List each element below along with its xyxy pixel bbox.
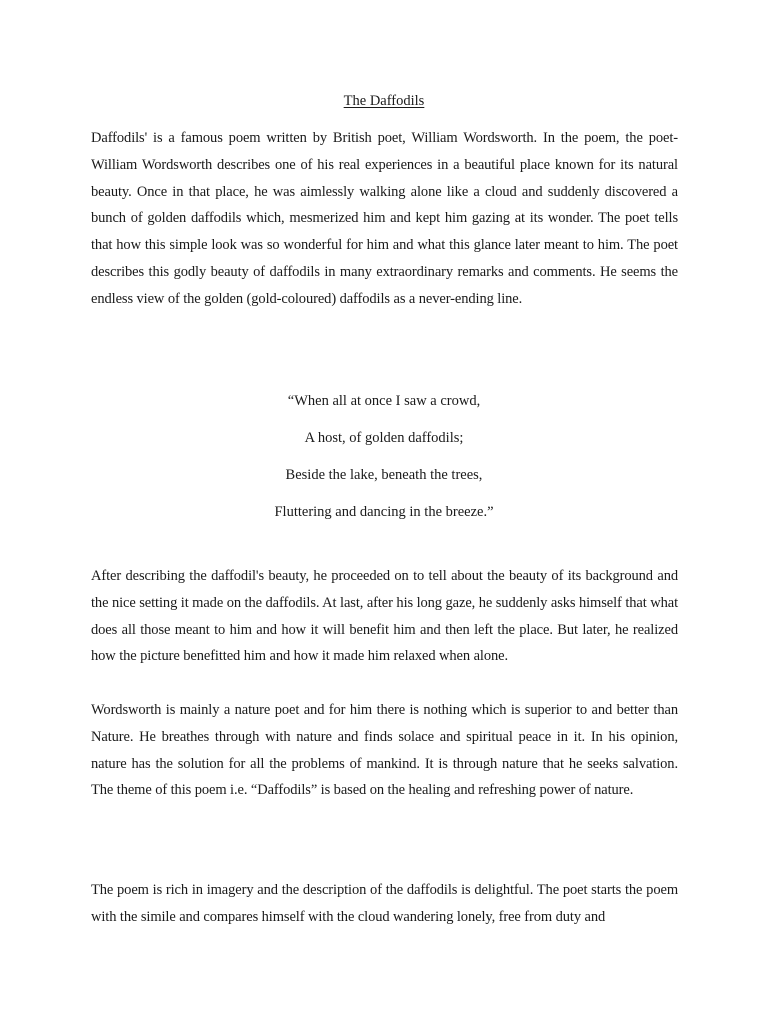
- poem-line: A host, of golden daffodils;: [304, 430, 464, 446]
- poem-line: “When all at once I saw a crowd,: [287, 393, 481, 409]
- poem-line: Fluttering and dancing in the breeze.”: [274, 504, 494, 520]
- paragraph-imagery: The poem is rich in imagery and the description of the daffodils is delightful. The poet starts the poem with the simile and compares himself with the cloud wandering lonely, free from duty and: [91, 882, 678, 925]
- document-title: The Daffodils: [343, 93, 425, 109]
- poem-line: Beside the lake, beneath the trees,: [285, 467, 483, 483]
- paragraph-nature-poet: Wordsworth is mainly a nature poet and for him there is nothing which is superior to and better than Nature. He breathes through with nature and finds solace and spiritual peace in it. In his opinion, nature has the solution for all the problems of mankind. It is through nature that he seeks salvation. The theme of this poem i.e. “Daffodils” is based on the healing and refreshing power of nature.: [91, 702, 678, 799]
- paragraph-background: After describing the daffodil's beauty, he proceeded on to tell about the beauty of its background and the nice setting it made on the daffodils. At last, after his long gaze, he suddenly asks himself that what does all those meant to him and how it will benefit him and then left the place. But later, he realized how the picture benefitted him and how it made him relaxed when alone.: [91, 568, 678, 665]
- paragraph-intro: Daffodils' is a famous poem written by British poet, William Wordsworth. In the poem, the poet- William Wordsworth describes one of his real experiences in a beautiful place known for its natural beauty. Once in that place, he was aimlessly walking alone like a cloud and suddenly discovered a bunch of golden daffodils which, mesmerized him and kept him gazing at its wonder. The poet tells that how this simple look was so wonderful for him and what this glance later meant to him. The poet describes this godly beauty of daffodils in many extraordinary remarks and comments. He seems the endless view of the golden (gold-coloured) daffodils as a never-ending line.: [91, 130, 678, 307]
